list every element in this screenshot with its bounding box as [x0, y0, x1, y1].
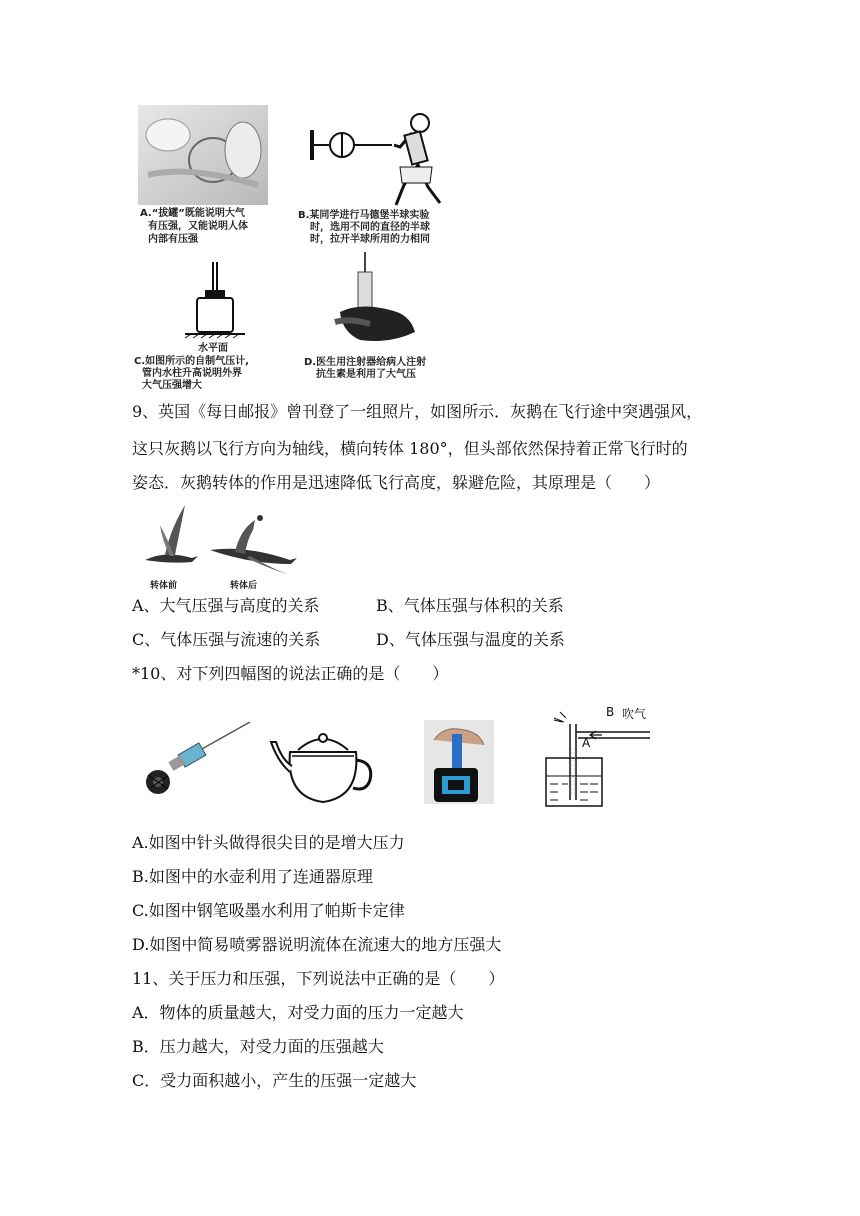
q11-option-b: B．压力越大，对受力面的压强越大	[132, 1037, 384, 1056]
q10-option-b: B.如图中的水壶利用了连通器原理	[132, 867, 373, 886]
fig-b-caption-3: 时，拉开半球所用的力相同	[310, 234, 430, 245]
q9-option-a: A、大气压强与高度的关系	[132, 596, 320, 615]
q9-stem-line-3: 姿态．灰鹅转体的作用是迅速降低飞行高度，躲避危险，其原理是（ ）	[132, 473, 661, 492]
q11-option-c: C．受力面积越小，产生的压强一定越大	[132, 1071, 417, 1090]
fig-c-label: 水平面	[198, 343, 228, 354]
fig-d-caption-1: D.医生用注射器给病人注射	[304, 357, 427, 368]
goose-after-label: 转体后	[230, 581, 258, 591]
syringe-photo	[330, 252, 420, 352]
sprayer-label-b: B	[606, 705, 615, 719]
fig-d-caption-2: 抗生素是利用了大气压	[316, 369, 416, 380]
barometer-drawing	[185, 262, 245, 342]
q9-stem-line-2: 这只灰鹅以飞行方向为轴线，横向转体 180°，但头部依然保持着正常飞行时的	[132, 439, 688, 458]
sprayer-label-a: A	[582, 736, 591, 750]
q10-option-d: D.如图中简易喷雾器说明流体在流速大的地方压强大	[132, 935, 502, 954]
fig-c-caption-3: 大气压强增大	[142, 380, 202, 391]
needle-drawing	[140, 720, 255, 802]
q10-stem: *10、对下列四幅图的说法正确的是（ ）	[132, 664, 449, 683]
q11-stem: 11、关于压力和压强，下列说法中正确的是（ ）	[132, 969, 505, 988]
fig-b-caption-2: 时，选用不同的直径的半球	[310, 222, 430, 233]
q9-option-d: D、气体压强与温度的关系	[376, 630, 565, 649]
q11-option-a: A．物体的质量越大，对受力面的压力一定越大	[132, 1003, 464, 1022]
goose-after-icon	[205, 510, 300, 580]
goose-before-label: 转体前	[150, 581, 178, 591]
pen-ink-photo	[424, 720, 494, 804]
fig-a-caption-1: A.“拔罐”既能说明大气	[140, 208, 245, 219]
fig-a-caption-2: 有压强，又能说明人体	[148, 221, 248, 232]
fig-c-caption-2: 管内水柱升高说明外界	[142, 368, 242, 379]
q10-option-c: C.如图中钢笔吸墨水利用了帕斯卡定律	[132, 901, 405, 920]
q9-option-b: B、气体压强与体积的关系	[376, 596, 564, 615]
fig-a-caption-3: 内部有压强	[148, 234, 198, 245]
fig-b-caption-1: B.某同学进行马德堡半球实验	[298, 210, 430, 221]
goose-before-icon	[140, 500, 200, 578]
q9-stem-line-1: 9、英国《每日邮报》曾刊登了一组照片，如图所示．灰鹅在飞行途中突遇强风，	[132, 402, 703, 421]
sprayer-drawing	[540, 708, 660, 808]
q10-option-a: A.如图中针头做得很尖目的是增大压力	[132, 833, 405, 852]
fig-c-caption-1: C.如图所示的自制气压计,	[134, 356, 249, 367]
sprayer-label-blow: 吹气	[622, 707, 647, 721]
teapot-drawing	[268, 722, 378, 806]
magdeburg-drawing	[300, 105, 450, 213]
q9-option-c: C、气体压强与流速的关系	[132, 630, 321, 649]
